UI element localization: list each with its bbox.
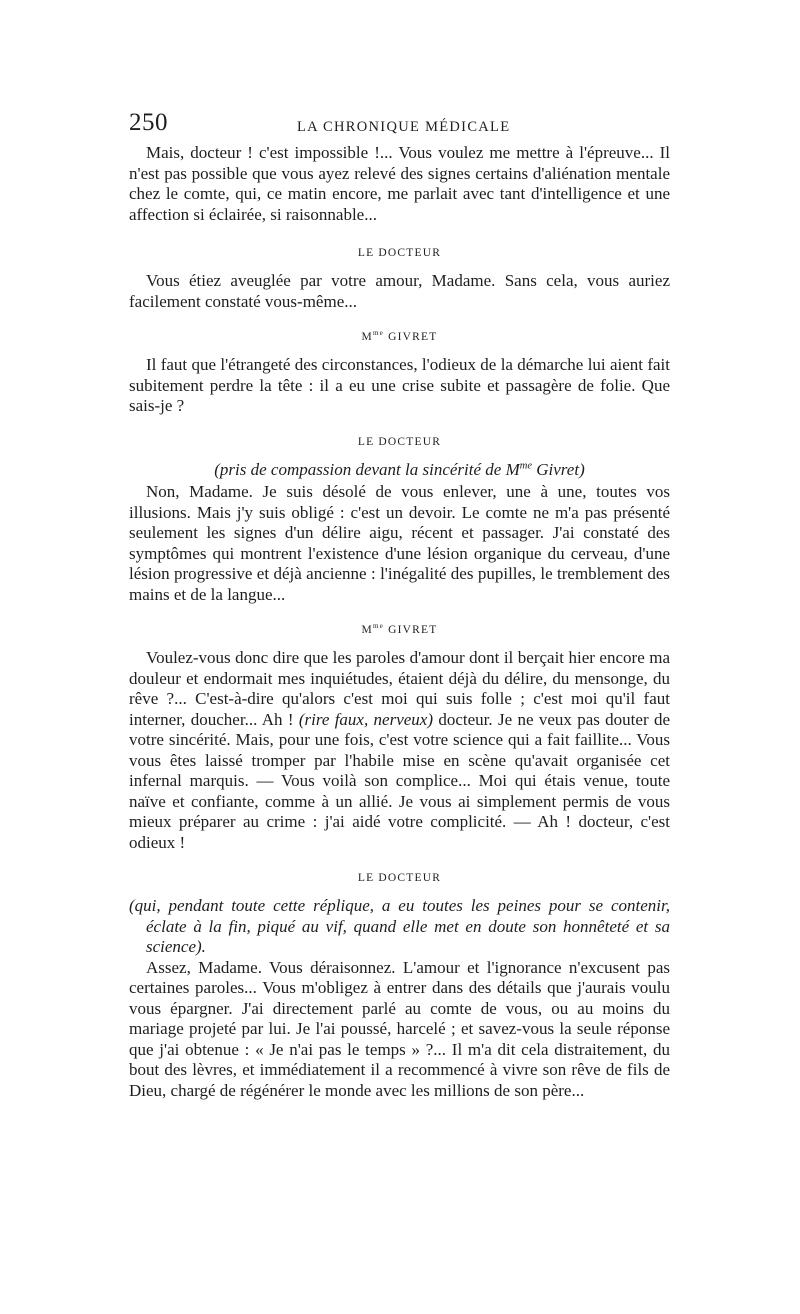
speaker-label-docteur-1: LE DOCTEUR xyxy=(357,247,442,259)
speaker-superscript: me xyxy=(372,329,385,338)
running-title: LA CHRONIQUE MÉDICALE xyxy=(297,119,511,135)
speaker-name: GIVRET xyxy=(384,331,438,343)
paragraph-1: Mais, docteur ! c'est impossible !... Vous voulez me mettre à l'épreuve... Il n'est pas possible que vous ayez relevé des signes certains d'aliénation mentale chez le comte, qui, ce matin encore, me parlait avec tant d'intelligence et une affection si éclairée, si raisonnable... xyxy=(129,143,670,224)
page-text xyxy=(129,143,670,1101)
speaker-prefix: M xyxy=(361,624,373,636)
paragraph-5-text-b: docteur. Je ne veux pas douter de votre sincérité. Mais, pour une fois, c'est votre science qui a fait faillite... Vous vous êtes laissé tromper par l'habile mise en scène qu'avait organisée cet infernal marquis. — Vous voilà son complice... Moi qui étais venue, toute naïve et confiante, comme à un allié. Je vous ai simplement permis de vous mieux préparer au crime : j'ai aidé votre complicité. — Ah ! docteur, c'est odieux ! xyxy=(129,709,670,852)
stage-direction-superscript: me xyxy=(519,459,533,471)
paragraph-6: Assez, Madame. Vous déraisonnez. L'amour et l'ignorance n'excusent pas certaines paroles... Vous m'obligez à entrer dans des détails que j'aurais voulu vous épargner. J'ai directement parlé au comte de vous, ou au moins du mariage projeté par lui. Je l'ai poussé, harcelé ; et savez-vous la seule réponse que j'ai obtenue : « Je n'ai pas le temps » ?... Il m'a dit cela distraitement, du bout des lèvres, et immédiatement il a recommencé à vivre son rêve de fils de Dieu, chargé de régénérer le monde avec les millions de son père... xyxy=(129,957,670,1100)
paragraph-5-stage-aside: (rire faux, nerveux) xyxy=(298,709,433,729)
page-header xyxy=(129,108,689,144)
paragraph-5 xyxy=(129,648,670,853)
stage-direction-text: (pris de compassion devant la sincérité de M xyxy=(214,459,520,479)
stage-direction-2: (qui, pendant toute cette réplique, a eu toutes les peines pour se contenir, éclate à la fin, piqué au vif, quand elle met en doute son honnêteté et sa science). xyxy=(129,896,670,956)
speaker-label-givret-2 xyxy=(129,623,670,637)
speaker-label-docteur-2: LE DOCTEUR xyxy=(357,435,442,448)
speaker-name: GIVRET xyxy=(384,624,438,636)
speaker-prefix: M xyxy=(361,331,373,343)
paragraph-2: Vous étiez aveuglée par votre amour, Madame. Sans cela, vous auriez facilement constaté vous-même... xyxy=(129,271,670,311)
speaker-label-docteur-3: LE DOCTEUR xyxy=(357,872,442,884)
speaker-superscript: me xyxy=(372,622,385,631)
stage-direction-text-end: Givret) xyxy=(532,459,585,479)
paragraph-5-text-a: Voulez-vous donc dire que les paroles d'amour dont il berçait hier encore ma douleur et endormait mes inquiétudes, étaient déjà du délire, du mensonge, du rêve ?... C'est-à-dire qu'alors c'est moi qui suis folle ; c'est moi qu'il faut interner, doucher... Ah ! xyxy=(129,648,670,729)
paragraph-4: Non, Madame. Je suis désolé de vous enlever, une à une, toutes vos illusions. Mais j'y suis obligé : c'est un devoir. Le comte ne m'a pas présenté seulement les signes d'un délire aigu, récent et passager. J'ai constaté des symptômes qui montrent l'existence d'une lésion organique du cerveau, d'une lésion progressive et déjà ancienne : l'inégalité des pupilles, le tremblement des mains et de la langue... xyxy=(129,482,670,604)
page-number: 250 xyxy=(129,109,168,136)
paragraph-3: Il faut que l'étrangeté des circonstances, l'odieux de la démarche lui aient fait subitement perdre la tête : il a eu une crise subite et passagère de folie. Que sais-je ? xyxy=(129,355,670,415)
speaker-label-givret-1 xyxy=(129,330,670,344)
stage-direction-1 xyxy=(129,460,670,481)
